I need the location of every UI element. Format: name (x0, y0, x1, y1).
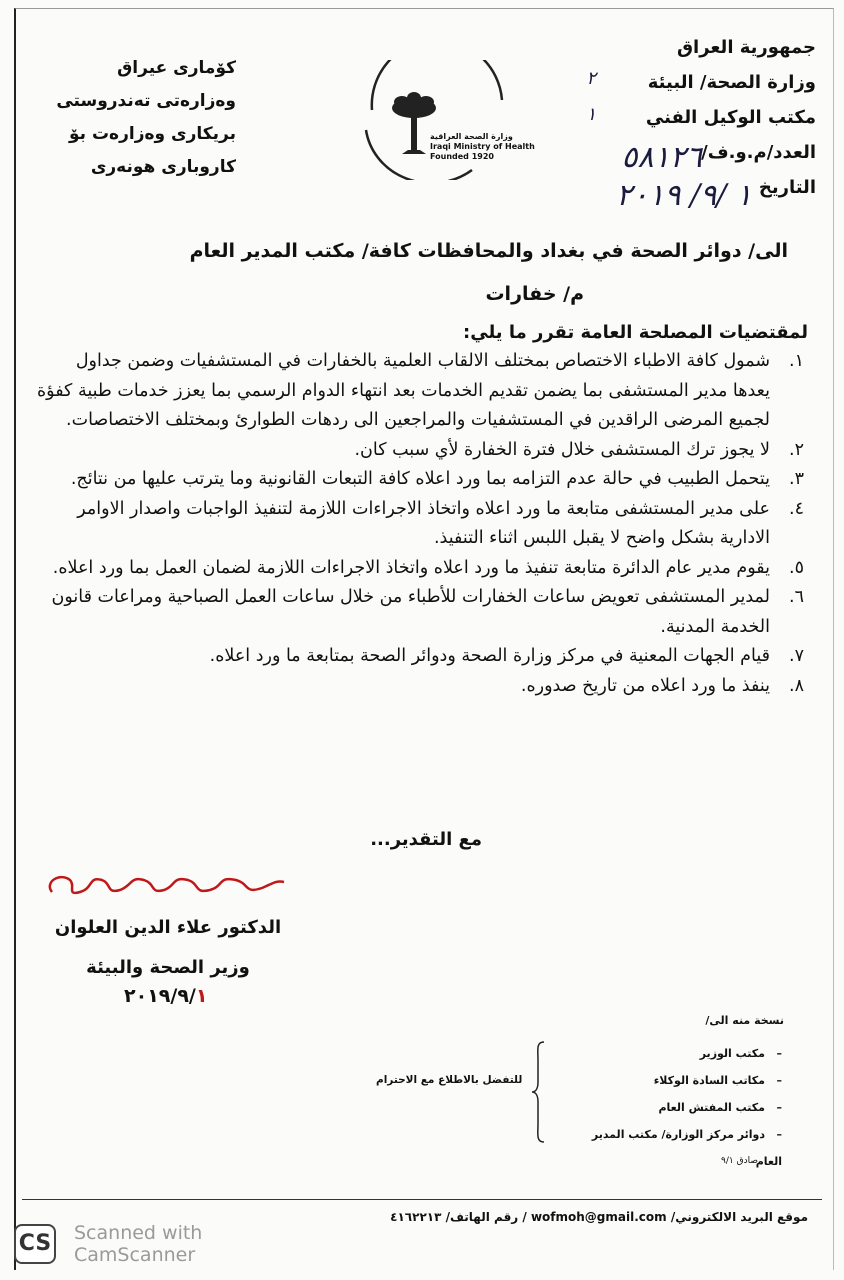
recipient: مكتب الوزير (699, 1047, 765, 1060)
reference-label: العدد/م.و.ف/ (701, 142, 816, 163)
item-number: ٢. (789, 439, 804, 460)
footer-divider (22, 1199, 822, 1200)
list-item (582, 1040, 782, 1067)
country-name: جمهورية العراق (676, 37, 816, 58)
footer-contact (390, 1210, 808, 1224)
document-date: ١ /٩/ ٢٠١٩ (615, 178, 752, 213)
signatory-name: الدكتور علاء الدين العلوان (54, 917, 282, 938)
item-number: ٦. (789, 587, 804, 607)
logo-name-arabic: وزارة الصحة العراقية (430, 132, 513, 141)
signatory-title: وزير الصحة والبيئة (86, 957, 250, 978)
signature-icon (40, 862, 290, 910)
list-item (34, 465, 804, 495)
kurdish-line-3: بریکاری وەزارەت بۆ (69, 124, 236, 144)
item-text: على مدير المستشفى متابعة ما ورد اعلاه واتخاذ الاجراءات اللازمة لتنفيذ الواجبات واصدار الاوامر الادارية بشكل واضح لا يقبل اللبس اثناء التنفيذ. (77, 498, 770, 548)
reference-number: ٥٨١٢٦ (621, 140, 702, 175)
bullet: – (776, 1128, 782, 1141)
list-item (34, 554, 804, 584)
logo-founded: Founded 1920 (430, 152, 494, 161)
bullet: – (776, 1047, 782, 1060)
item-text: يقوم مدير عام الدائرة متابعة تنفيذ ما ورد اعلاه واتخاذ الاجراءات اللازمة لضمان العمل بما ورد اعلاه. (52, 557, 770, 578)
item-text: لمدير المستشفى تعويض ساعات الخفارات للأطباء من خلال ساعات العمل الصباحية ومراعات قانون الخدمة المدنية. (51, 587, 770, 637)
email-label: موقع البريد الالكتروني/ (670, 1210, 808, 1224)
recipient: دوائر مركز الوزارة/ مكتب المدير العام (591, 1128, 782, 1168)
signature-date-mark: ١ (195, 985, 208, 1007)
handwritten-signature (40, 862, 290, 910)
issued-mark: صادق ٩/١ (721, 1156, 758, 1166)
list-item (34, 583, 804, 642)
list-item (34, 347, 804, 436)
list-item (34, 495, 804, 554)
letterhead-left (36, 52, 236, 184)
watermark-line-1: Scanned with (74, 1222, 203, 1244)
item-text: قيام الجهات المعنية في مركز وزارة الصحة ودوائر الصحة بمتابعة ما ورد اعلاه. (209, 646, 770, 666)
date-label: التاريخ (758, 177, 816, 198)
item-number: ٧. (789, 646, 804, 666)
bullet: – (776, 1101, 782, 1114)
copies-title: نسخة منه الى/ (705, 1014, 784, 1027)
phone-number: ٤١٦٢٢١٣ (390, 1210, 442, 1224)
kurdish-line-1: كۆماری عیراق (117, 58, 236, 78)
closing-text: مع التقدير... (370, 829, 482, 850)
item-text: ينفذ ما ورد اعلاه من تاريخ صدوره. (520, 675, 770, 696)
camscanner-logo-icon: CS (14, 1224, 56, 1264)
list-item (34, 436, 804, 466)
list-item (34, 642, 804, 672)
item-number: ٨. (789, 675, 804, 696)
handwritten-mark-two: ١ (586, 104, 596, 125)
copies-list (582, 1040, 782, 1175)
addressee: الى/ دوائر الصحة في بغداد والمحافظات كافة/ مكتب المدير العام (189, 240, 788, 262)
list-item (582, 1067, 782, 1094)
bullet: – (776, 1074, 782, 1087)
scanner-watermark (74, 1222, 202, 1266)
signature-date (124, 985, 207, 1007)
ministry-name: وزارة الصحة/ البيئة (647, 72, 816, 93)
list-item (582, 1094, 782, 1121)
logo-caption (430, 132, 535, 162)
recipient: مكتب المفتش العام (658, 1101, 765, 1114)
decision-list (34, 347, 804, 701)
watermark-line-2: CamScanner (74, 1244, 196, 1266)
item-number: ٥. (789, 557, 804, 578)
office-name: مكتب الوكيل الفني (645, 107, 816, 128)
intro-text: لمقتضيات المصلحة العامة تقرر ما يلي: (463, 322, 808, 343)
courtesy-note: للتفضل بالاطلاع مع الاحترام (376, 1074, 523, 1086)
item-text: لا يجوز ترك المستشفى خلال فترة الخفارة لأي سبب كان. (354, 439, 770, 460)
handwritten-mark-one: ٢ (586, 68, 596, 89)
subject: م/ خفارات (485, 283, 584, 305)
item-number: ٤. (789, 498, 804, 519)
ministry-emblem-icon (352, 60, 512, 180)
ministry-logo (352, 60, 512, 180)
list-item (34, 672, 804, 702)
list-item (582, 1121, 782, 1175)
signature-date-rest: ٢٠١٩/٩/ (124, 985, 196, 1007)
item-number: ٣. (789, 469, 804, 489)
recipient: مكاتب السادة الوكلاء (653, 1074, 765, 1087)
kurdish-line-4: کاروباری هونەری (90, 157, 236, 177)
logo-name-english: Iraqi Ministry of Health (430, 142, 535, 151)
item-number: ١. (789, 351, 804, 371)
email-address: wofmoh@gmail.com (530, 1210, 667, 1224)
phone-label: / رقم الهاتف/ (445, 1210, 527, 1224)
signatory-block (48, 908, 288, 988)
item-text: شمول كافة الاطباء الاختصاص بمختلف الالقاب العلمية بالخفارات في المستشفيات وضمن جداول يعدها مدير المستشفى بما يضمن تقديم الخدمات بعد انتهاء الدوام الرسمي بما يعزز خدمات طبية كفؤة لجميع المرضى الراقدين في المستشفيات والمراجعين الى ردهات الطوارئ وبمختلف الاختصاصات. (36, 351, 770, 430)
kurdish-line-2: وەزارەتی تەندروستی (56, 91, 236, 111)
curly-brace-icon (530, 1040, 546, 1144)
item-text: يتحمل الطبيب في حالة عدم التزامه بما ورد اعلاه كافة التبعات القانونية وما يترتب عليها من نتائج. (70, 469, 770, 489)
